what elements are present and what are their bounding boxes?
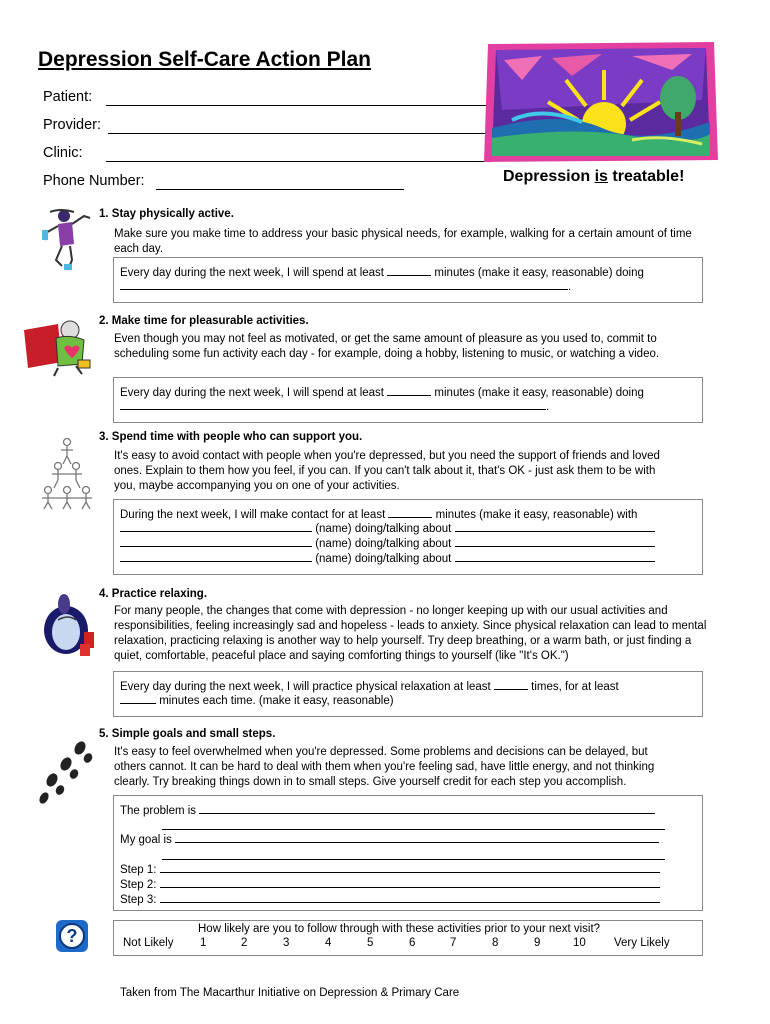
section-3-row-text-1: (name) doing/talking about [315,523,452,535]
step-2-field[interactable] [160,876,660,888]
section-1-title: 1. Stay physically active. [99,208,234,220]
section-3-row-text-2: (name) doing/talking about [315,538,452,550]
scale-4[interactable]: 4 [325,937,332,949]
heart-tv-icon [18,316,96,380]
likelihood-question: How likely are you to follow through with these activities prior to your next visit? [198,923,601,935]
section-5-title: 5. Simple goals and small steps. [99,728,276,740]
section-4-box [113,671,703,717]
section-4-minutes-field[interactable] [120,692,156,704]
svg-text:?: ? [66,926,78,946]
section-2-box-end: . [546,401,550,413]
section-3-minutes-field[interactable] [388,506,432,518]
step-1-field[interactable] [160,861,660,873]
section-4-box-text-b: times, for at least [531,681,619,693]
section-1-box-text-b: minutes (make it easy, reasonable) doing [434,267,644,279]
treatable-is: is [594,168,608,185]
section-1-body: Make sure you make time to address your basic physical needs, for example, walking for a certain amount of time each day. [114,228,692,255]
section-4-times-field[interactable] [494,678,528,690]
step-2-label: Step 2: [120,879,157,891]
treatable-pre: Depression [503,168,595,185]
step-1-label: Step 1: [120,864,157,876]
scale-5[interactable]: 5 [367,937,374,949]
clinic-field[interactable] [106,161,492,162]
section-3-name-field-1[interactable] [120,520,312,532]
footer-credit: Taken from The Macarthur Initiative on Depression & Primary Care [120,987,460,999]
goal-field-2[interactable] [162,859,665,860]
problem-field-2[interactable] [162,829,665,830]
section-2-minutes-field[interactable] [387,384,431,396]
section-3-topic-field-3[interactable] [455,550,655,562]
provider-field[interactable] [108,133,492,134]
very-likely-label: Very Likely [614,937,670,949]
section-5-box [113,795,703,911]
phone-field[interactable] [156,189,404,190]
scale-10[interactable]: 10 [573,937,586,949]
section-3-name-field-2[interactable] [120,535,312,547]
section-2-activity-field[interactable] [120,398,546,410]
section-1-activity-field[interactable] [120,278,568,290]
step-3-field[interactable] [160,891,660,903]
section-3-row-text-3: (name) doing/talking about [315,553,452,565]
scale-1[interactable]: 1 [200,937,207,949]
phone-label: Phone Number: [43,173,145,189]
question-mark-icon [54,918,90,954]
patient-field[interactable] [106,105,488,106]
scale-6[interactable]: 6 [409,937,416,949]
treatable-slogan [503,168,684,186]
page-title: Depression Self-Care Action Plan [38,48,371,71]
section-3-box-text-a: During the next week, I will make contact for at least [120,509,386,521]
section-4-box-text-a: Every day during the next week, I will practice physical relaxation at least [120,681,491,693]
section-3-box-text-b: minutes (make it easy, reasonable) with [435,509,638,521]
runner-icon [40,206,94,272]
section-2-body: Even though you may not feel as motivated, or get the same amount of pleasure as you used to, commit to scheduling some fun activity each day - for example, doing a hobby, listening to music, or watching a video. [114,333,660,360]
section-2-title: 2. Make time for pleasurable activities. [99,315,309,327]
footsteps-icon [36,738,96,808]
step-3-label: Step 3: [120,894,157,906]
patient-label: Patient: [43,89,93,105]
section-4-body: For many people, the changes that come with depression - no longer keeping up with our usual activities and responsibilities, feeling increasingly sad and hopeless - leads to anxiety. Since physical relaxation can lead to mental relaxation, practicing relaxing is another way to help yourself. Try deep breathing, or a warm bath, or just finding a quiet, comfortable, peaceful place and saying comforting things to yourself (like "It's OK.") [114,605,707,662]
section-2-box-text-a: Every day during the next week, I will spend at least [120,387,385,399]
scale-3[interactable]: 3 [283,937,290,949]
provider-label: Provider: [43,117,102,133]
treatable-post: treatable! [607,168,685,185]
human-pyramid-icon [38,436,96,510]
section-3-body: It's easy to avoid contact with people when you're depressed, but you need the support of friends and loved ones. Explain to them how you feel, if you can. If you can't talk about it, that's OK - just ask them to be with you, maybe accompanying you on one of your activities. [114,450,660,492]
problem-field[interactable] [199,802,655,814]
sunrise-landscape-icon [482,40,720,164]
section-2-box [113,377,703,423]
section-3-box [113,499,703,575]
section-3-name-field-3[interactable] [120,550,312,562]
goal-field[interactable] [175,831,659,843]
section-1-box [113,257,703,303]
problem-label: The problem is [120,805,197,817]
relaxing-figure-icon [40,590,102,660]
clinic-label: Clinic: [43,145,83,161]
section-1-box-text-a: Every day during the next week, I will spend at least [120,267,385,279]
goal-label: My goal is [120,834,172,846]
not-likely-label: Not Likely [123,937,174,949]
section-5-body: It's easy to feel overwhelmed when you're depressed. Some problems and decisions can be delayed, but others cannot. It can be hard to deal with them when you're feeling sad, have little energy, and not thinking clearly. Try breaking things down in to small steps. Give yourself credit for each step you accomplish. [114,746,655,788]
section-3-title: 3. Spend time with people who can support you. [99,431,363,443]
section-1-minutes-field[interactable] [387,264,431,276]
section-4-box-text-c: minutes each time. (make it easy, reasonable) [159,695,394,707]
section-4-title: 4. Practice relaxing. [99,588,208,600]
scale-2[interactable]: 2 [241,937,248,949]
scale-7[interactable]: 7 [450,937,457,949]
section-2-box-text-b: minutes (make it easy, reasonable) doing [434,387,644,399]
scale-8[interactable]: 8 [492,937,499,949]
section-3-topic-field-2[interactable] [455,535,655,547]
section-1-box-end: . [568,281,572,293]
section-3-topic-field-1[interactable] [455,520,655,532]
scale-9[interactable]: 9 [534,937,541,949]
